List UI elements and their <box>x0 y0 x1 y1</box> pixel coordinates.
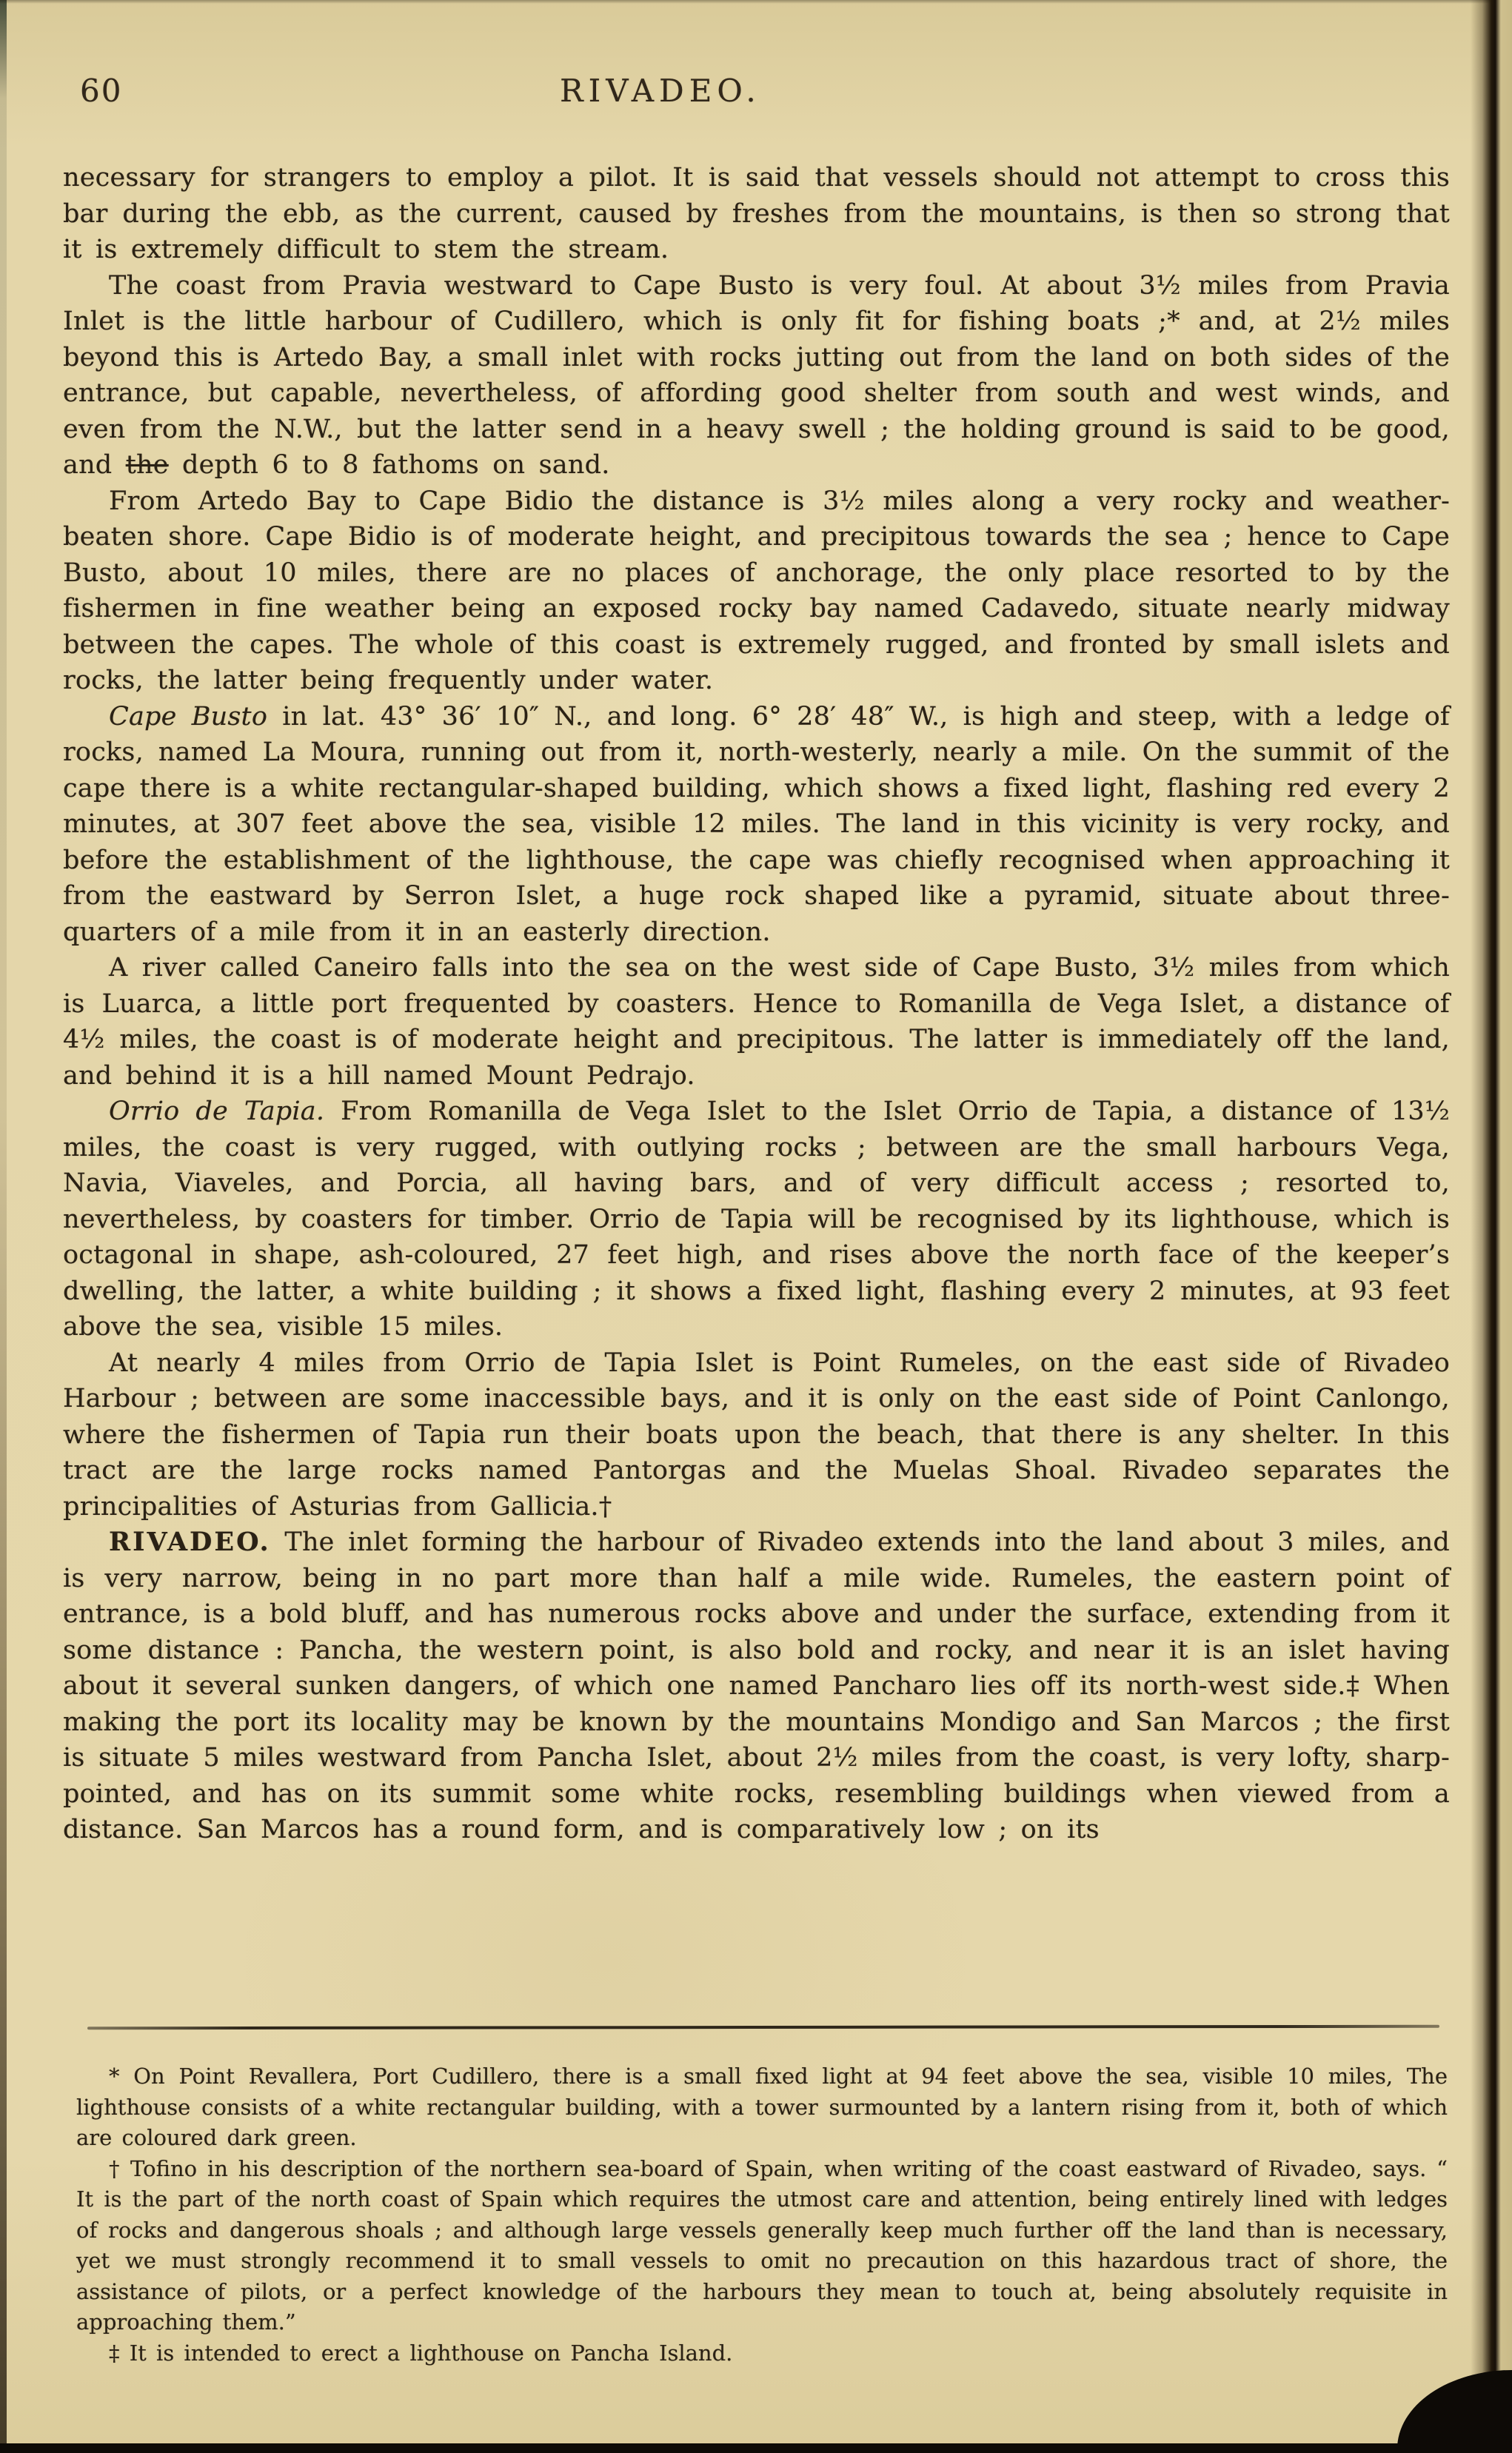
footnote: † Tofino in his description of the northern sea-board of Spain, when writing of the coast eastward of Rivadeo, says. “ It is the part of the north coast of Spain which requires the utmost care and attention, being entirely lined with ledges of rocks and dangerous shoals ; and although large vessels generally keep much further off the land than is necessary, yet we must strongly recommend it to small vessels to omit no precaution on this hazardous tract of shore, the assistance of pilots, or a perfect knowledge of the harbours they mean to touch at, being absolutely requisite in approaching them.” <box>76 2155 1448 2335</box>
paragraph: From Artedo Bay to Cape Bidio the distance is 3½ miles along a very rocky and weather-beaten shore. Cape Bidio is of moderate height, and precipitous towards the sea ; hence to Cape Busto, about 10 miles, there are no places of anchorage, the only place resorted to by the fishermen in fine weather being an exposed rocky bay named Cadavedo, situate nearly midway between the capes. The whole of this coast is extremely rugged, and fronted by small islets and rocks, the latter being frequently under water. <box>63 486 1450 695</box>
footnote-separator-rule <box>87 2025 1439 2030</box>
footnotes-block <box>76 2061 1448 2369</box>
paragraph: Cape Busto in lat. 43° 36′ 10″ N., and long. 6° 28′ 48″ W., is high and steep, with a ledge of rocks, named La Moura, running out from it, north-westerly, nearly a mile. On the summit of the cape there is a white rectangular-shaped building, which shows a fixed light, flashing red every 2 minutes, at 307 feet above the sea, visible 12 miles. The land in this vicinity is very rocky, and before the establishment of the lighthouse, the cape was chiefly recognised when approaching it from the eastward by Serron Islet, a huge rock shaped like a pyramid, situate about three-quarters of a mile from it in an easterly direction. <box>63 701 1450 947</box>
paragraph-lead: RIVADEO. <box>109 1527 271 1557</box>
paragraph-lead: Orrio de Tapia. <box>109 1097 325 1126</box>
footnote: * On Point Revallera, Port Cudillero, there is a small fixed light at 94 feet above the sea, visible 10 miles, The lighthouse consists of a white rectangular building, with a tower surmounted by a lantern rising from it, both of which are coloured dark green. <box>76 2064 1448 2150</box>
running-title: RIVADEO. <box>560 73 761 109</box>
scan-corner-dark-area <box>1397 2370 1512 2453</box>
page-left-edge-shadow <box>0 0 7 2453</box>
struck-word: the <box>125 450 169 480</box>
page-top-edge-shadow <box>0 0 1512 4</box>
paragraph-lead: Cape Busto <box>109 701 268 732</box>
page-number: 60 <box>80 73 123 109</box>
footnote: ‡ It is intended to erect a lighthouse on Pancha Island. <box>109 2340 733 2366</box>
paragraph: RIVADEO. The inlet forming the harbour of Rivadeo extends into the land about 3 miles, and is very narrow, being in no part more than half a mile wide. Rumeles, the eastern point of entrance, is a bold bluff, and has numerous rocks above and under the surface, extending from it some distance : Pancha, the western point, is also bold and rocky, and near it is an islet having about it several sunken dangers, of which one named Pancharo lies off its north-west side.‡ When making the port its locality may be known by the mountains Mondigo and San Marcos ; the first is situate 5 miles westward from Pancha Islet, about 2½ miles from the coast, is very lofty, sharp-pointed, and has on its summit some white rocks, resembling buildings when viewed from a distance. San Marcos has a round form, and is comparatively low ; on its <box>63 1527 1450 1844</box>
paragraph: necessary for strangers to employ a pilot. It is said that vessels should not attempt to cross this bar during the ebb, as the current, caused by freshes from the mountains, is then so strong that it is extremely difficult to stem the stream. <box>63 163 1450 264</box>
page-right-edge-shadow <box>1471 0 1512 2453</box>
paragraph: The coast from Pravia westward to Cape Busto is very foul. At about 3½ miles from Pravia Inlet is the little harbour of Cudillero, which is only fit for fishing boats ;* and, at 2½ miles beyond this is Artedo Bay, a small inlet with rocks jutting out from the land on both sides of the entrance, but capable, nevertheless, of affording good shelter from south and west winds, and even from the N.W., but the latter send in a heavy swell ; the holding ground is said to be good, and the depth 6 to 8 fathoms on sand. <box>63 270 1450 480</box>
paragraph: At nearly 4 miles from Orrio de Tapia Islet is Point Rumeles, on the east side of Rivadeo Harbour ; between are some inaccessible bays, and it is only on the east side of Point Canlongo, where the fishermen of Tapia run their boats upon the beach, that there is any shelter. In this tract are the large rocks named Pantorgas and the Muelas Shoal. Rivadeo separates the principalities of Asturias from Gallicia.† <box>63 1348 1450 1522</box>
paragraph: Orrio de Tapia. From Romanilla de Vega Islet to the Islet Orrio de Tapia, a distance of 13½ miles, the coast is very rugged, with outlying rocks ; between are the small harbours Vega, Navia, Viaveles, and Porcia, all having bars, and of very difficult access ; resorted to, nevertheless, by coasters for timber. Orrio de Tapia will be recognised by its lighthouse, which is octagonal in shape, ash-coloured, 27 feet high, and rises above the north face of the keeper’s dwelling, the latter, a white building ; it shows a fixed light, flashing every 2 minutes, at 93 feet above the sea, visible 15 miles. <box>63 1097 1451 1342</box>
body-text-block <box>63 160 1450 1848</box>
scan-bottom-dark-strip <box>0 2443 1512 2453</box>
paragraph: A river called Caneiro falls into the sea on the west side of Cape Busto, 3½ miles from which is Luarca, a little port frequented by coasters. Hence to Romanilla de Vega Islet, a distance of 4½ miles, the coast is of moderate height and precipitous. The latter is immediately off the land, and behind it is a hill named Mount Pedrajo. <box>63 953 1450 1091</box>
